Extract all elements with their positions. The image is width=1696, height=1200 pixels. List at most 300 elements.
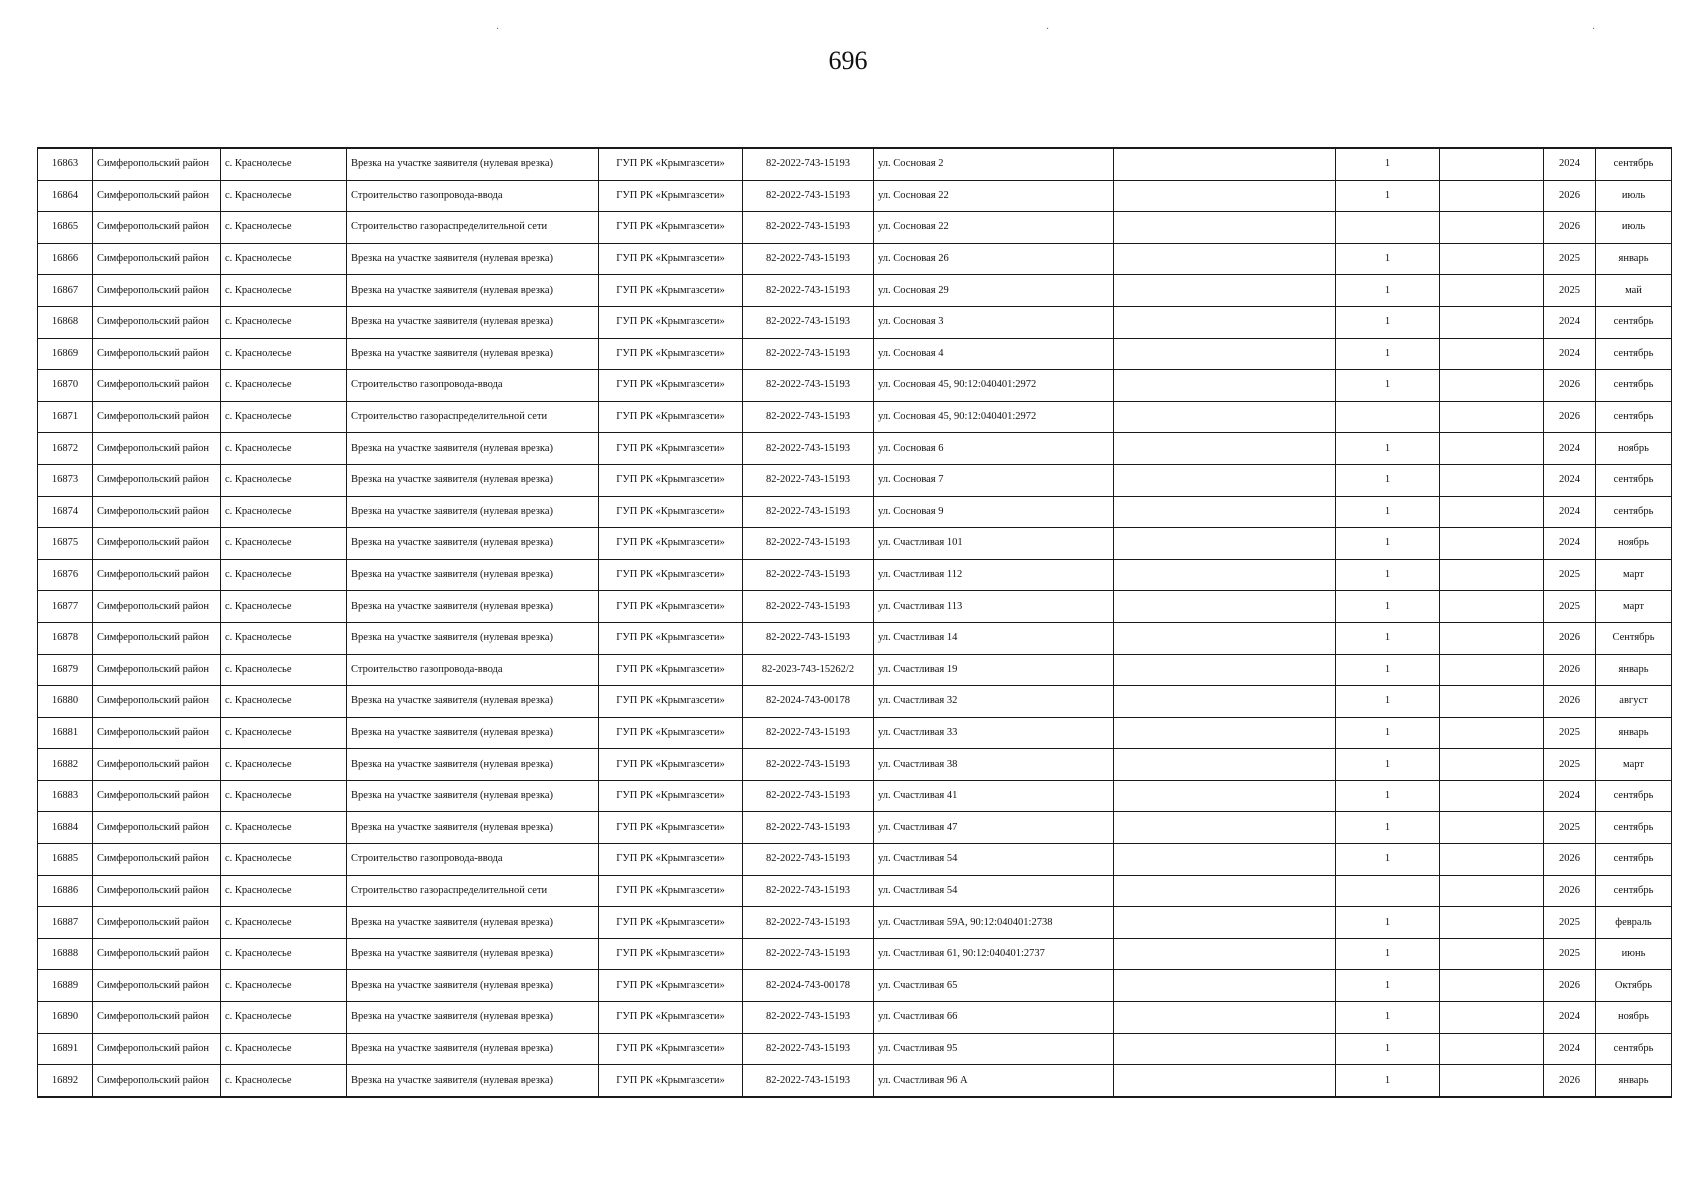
cell-cnt: 1 xyxy=(1336,938,1440,970)
cell-cnt: 1 xyxy=(1336,464,1440,496)
cell-blank1 xyxy=(1114,148,1336,180)
cell-district: Симферопольский район xyxy=(93,433,221,465)
cell-blank2 xyxy=(1440,528,1544,560)
cell-blank1 xyxy=(1114,306,1336,338)
cell-blank2 xyxy=(1440,780,1544,812)
cell-cnt: 1 xyxy=(1336,844,1440,876)
cell-year: 2026 xyxy=(1544,686,1596,718)
cell-cnt xyxy=(1336,875,1440,907)
cell-month: январь xyxy=(1596,243,1672,275)
cell-num: 16879 xyxy=(38,654,93,686)
cell-org: ГУП РК «Крымгазсети» xyxy=(599,780,743,812)
cell-year: 2026 xyxy=(1544,180,1596,212)
cell-code: 82-2024-743-00178 xyxy=(743,686,874,718)
cell-code: 82-2022-743-15193 xyxy=(743,591,874,623)
cell-code: 82-2022-743-15193 xyxy=(743,528,874,560)
cell-org: ГУП РК «Крымгазсети» xyxy=(599,938,743,970)
cell-month: август xyxy=(1596,686,1672,718)
cell-cnt: 1 xyxy=(1336,1002,1440,1034)
cell-cnt: 1 xyxy=(1336,148,1440,180)
cell-code: 82-2022-743-15193 xyxy=(743,212,874,244)
cell-code: 82-2022-743-15193 xyxy=(743,717,874,749)
cell-num: 16885 xyxy=(38,844,93,876)
cell-num: 16874 xyxy=(38,496,93,528)
cell-org: ГУП РК «Крымгазсети» xyxy=(599,496,743,528)
cell-blank2 xyxy=(1440,1065,1544,1097)
cell-year: 2026 xyxy=(1544,844,1596,876)
table-row xyxy=(38,812,1672,844)
table-row xyxy=(38,338,1672,370)
cell-cnt: 1 xyxy=(1336,370,1440,402)
cell-district: Симферопольский район xyxy=(93,528,221,560)
cell-month: сентябрь xyxy=(1596,780,1672,812)
cell-locality: с. Краснолесье xyxy=(221,464,347,496)
cell-locality: с. Краснолесье xyxy=(221,654,347,686)
cell-blank2 xyxy=(1440,1002,1544,1034)
cell-num: 16866 xyxy=(38,243,93,275)
cell-month: Сентябрь xyxy=(1596,622,1672,654)
cell-blank2 xyxy=(1440,338,1544,370)
cell-month: март xyxy=(1596,591,1672,623)
cell-num: 16869 xyxy=(38,338,93,370)
cell-blank1 xyxy=(1114,907,1336,939)
cell-num: 16876 xyxy=(38,559,93,591)
cell-code: 82-2022-743-15193 xyxy=(743,338,874,370)
cell-cnt: 1 xyxy=(1336,812,1440,844)
cell-num: 16891 xyxy=(38,1033,93,1065)
cell-year: 2026 xyxy=(1544,622,1596,654)
table-row xyxy=(38,1033,1672,1065)
cell-district: Симферопольский район xyxy=(93,1065,221,1097)
cell-locality: с. Краснолесье xyxy=(221,1065,347,1097)
cell-num: 16881 xyxy=(38,717,93,749)
cell-locality: с. Краснолесье xyxy=(221,528,347,560)
cell-org: ГУП РК «Крымгазсети» xyxy=(599,464,743,496)
cell-code: 82-2022-743-15193 xyxy=(743,306,874,338)
cell-district: Симферопольский район xyxy=(93,370,221,402)
cell-work: Врезка на участке заявителя (нулевая врезка) xyxy=(347,622,599,654)
cell-work: Врезка на участке заявителя (нулевая врезка) xyxy=(347,780,599,812)
cell-cnt: 1 xyxy=(1336,622,1440,654)
cell-cnt: 1 xyxy=(1336,1033,1440,1065)
cell-code: 82-2023-743-15262/2 xyxy=(743,654,874,686)
cell-blank2 xyxy=(1440,243,1544,275)
cell-locality: с. Краснолесье xyxy=(221,180,347,212)
cell-code: 82-2022-743-15193 xyxy=(743,1002,874,1034)
cell-num: 16890 xyxy=(38,1002,93,1034)
table-body xyxy=(38,148,1672,1097)
cell-code: 82-2022-743-15193 xyxy=(743,938,874,970)
table-row xyxy=(38,717,1672,749)
cell-locality: с. Краснолесье xyxy=(221,1002,347,1034)
cell-code: 82-2022-743-15193 xyxy=(743,433,874,465)
cell-work: Врезка на участке заявителя (нулевая врезка) xyxy=(347,306,599,338)
cell-blank1 xyxy=(1114,875,1336,907)
cell-month: сентябрь xyxy=(1596,844,1672,876)
cell-locality: с. Краснолесье xyxy=(221,591,347,623)
table-row xyxy=(38,622,1672,654)
cell-cnt: 1 xyxy=(1336,780,1440,812)
cell-year: 2025 xyxy=(1544,717,1596,749)
cell-cnt: 1 xyxy=(1336,717,1440,749)
cell-blank1 xyxy=(1114,275,1336,307)
cell-org: ГУП РК «Крымгазсети» xyxy=(599,338,743,370)
cell-blank1 xyxy=(1114,464,1336,496)
cell-blank1 xyxy=(1114,844,1336,876)
cell-work: Врезка на участке заявителя (нулевая врезка) xyxy=(347,275,599,307)
cell-org: ГУП РК «Крымгазсети» xyxy=(599,1033,743,1065)
table-row xyxy=(38,844,1672,876)
cell-addr: ул. Счастливая 54 xyxy=(874,875,1114,907)
cell-cnt: 1 xyxy=(1336,1065,1440,1097)
cell-cnt: 1 xyxy=(1336,528,1440,560)
cell-blank2 xyxy=(1440,1033,1544,1065)
cell-locality: с. Краснолесье xyxy=(221,148,347,180)
cell-blank2 xyxy=(1440,370,1544,402)
cell-org: ГУП РК «Крымгазсети» xyxy=(599,559,743,591)
cell-code: 82-2022-743-15193 xyxy=(743,243,874,275)
cell-num: 16872 xyxy=(38,433,93,465)
cell-addr: ул. Сосновая 22 xyxy=(874,180,1114,212)
cell-district: Симферопольский район xyxy=(93,559,221,591)
cell-org: ГУП РК «Крымгазсети» xyxy=(599,622,743,654)
cell-org: ГУП РК «Крымгазсети» xyxy=(599,591,743,623)
table-row xyxy=(38,780,1672,812)
cell-work: Врезка на участке заявителя (нулевая врезка) xyxy=(347,528,599,560)
cell-addr: ул. Счастливая 19 xyxy=(874,654,1114,686)
cell-blank1 xyxy=(1114,212,1336,244)
cell-org: ГУП РК «Крымгазсети» xyxy=(599,212,743,244)
cell-year: 2024 xyxy=(1544,306,1596,338)
cell-year: 2025 xyxy=(1544,275,1596,307)
cell-blank2 xyxy=(1440,907,1544,939)
cell-addr: ул. Счастливая 65 xyxy=(874,970,1114,1002)
cell-blank2 xyxy=(1440,306,1544,338)
cell-blank2 xyxy=(1440,654,1544,686)
cell-cnt: 1 xyxy=(1336,306,1440,338)
cell-blank2 xyxy=(1440,970,1544,1002)
cell-blank1 xyxy=(1114,1033,1336,1065)
cell-blank2 xyxy=(1440,686,1544,718)
table-row xyxy=(38,907,1672,939)
cell-code: 82-2022-743-15193 xyxy=(743,370,874,402)
cell-org: ГУП РК «Крымгазсети» xyxy=(599,844,743,876)
cell-district: Симферопольский район xyxy=(93,496,221,528)
cell-district: Симферопольский район xyxy=(93,654,221,686)
cell-org: ГУП РК «Крымгазсети» xyxy=(599,243,743,275)
cell-month: июль xyxy=(1596,212,1672,244)
cell-blank2 xyxy=(1440,622,1544,654)
cell-blank1 xyxy=(1114,1065,1336,1097)
cell-year: 2024 xyxy=(1544,528,1596,560)
table-row xyxy=(38,180,1672,212)
cell-district: Симферопольский район xyxy=(93,1002,221,1034)
cell-locality: с. Краснолесье xyxy=(221,212,347,244)
cell-blank2 xyxy=(1440,180,1544,212)
cell-code: 82-2022-743-15193 xyxy=(743,148,874,180)
cell-district: Симферопольский район xyxy=(93,464,221,496)
table-row xyxy=(38,243,1672,275)
cell-num: 16889 xyxy=(38,970,93,1002)
cell-district: Симферопольский район xyxy=(93,780,221,812)
cell-locality: с. Краснолесье xyxy=(221,622,347,654)
cell-addr: ул. Счастливая 101 xyxy=(874,528,1114,560)
cell-month: февраль xyxy=(1596,907,1672,939)
cell-code: 82-2022-743-15193 xyxy=(743,1065,874,1097)
cell-work: Строительство газопровода-ввода xyxy=(347,844,599,876)
cell-district: Симферопольский район xyxy=(93,1033,221,1065)
cell-work: Врезка на участке заявителя (нулевая врезка) xyxy=(347,148,599,180)
cell-blank1 xyxy=(1114,622,1336,654)
cell-work: Строительство газопровода-ввода xyxy=(347,370,599,402)
cell-month: январь xyxy=(1596,717,1672,749)
cell-work: Строительство газопровода-ввода xyxy=(347,180,599,212)
cell-year: 2026 xyxy=(1544,875,1596,907)
cell-work: Врезка на участке заявителя (нулевая врезка) xyxy=(347,464,599,496)
cell-code: 82-2022-743-15193 xyxy=(743,907,874,939)
cell-blank2 xyxy=(1440,464,1544,496)
cell-blank1 xyxy=(1114,938,1336,970)
cell-blank2 xyxy=(1440,844,1544,876)
cell-addr: ул. Счастливая 61, 90:12:040401:2737 xyxy=(874,938,1114,970)
cell-blank2 xyxy=(1440,749,1544,781)
cell-addr: ул. Счастливая 66 xyxy=(874,1002,1114,1034)
cell-blank1 xyxy=(1114,717,1336,749)
cell-month: ноябрь xyxy=(1596,433,1672,465)
table-row xyxy=(38,559,1672,591)
cell-org: ГУП РК «Крымгазсети» xyxy=(599,812,743,844)
cell-district: Симферопольский район xyxy=(93,938,221,970)
cell-org: ГУП РК «Крымгазсети» xyxy=(599,686,743,718)
cell-blank2 xyxy=(1440,148,1544,180)
cell-district: Симферопольский район xyxy=(93,812,221,844)
cell-month: июнь xyxy=(1596,938,1672,970)
cell-district: Симферопольский район xyxy=(93,686,221,718)
cell-addr: ул. Сосновая 3 xyxy=(874,306,1114,338)
cell-year: 2025 xyxy=(1544,907,1596,939)
cell-work: Врезка на участке заявителя (нулевая врезка) xyxy=(347,970,599,1002)
cell-district: Симферопольский район xyxy=(93,212,221,244)
cell-blank1 xyxy=(1114,559,1336,591)
table-row xyxy=(38,370,1672,402)
cell-year: 2026 xyxy=(1544,370,1596,402)
cell-addr: ул. Сосновая 26 xyxy=(874,243,1114,275)
cell-cnt: 1 xyxy=(1336,907,1440,939)
cell-cnt xyxy=(1336,212,1440,244)
cell-addr: ул. Счастливая 54 xyxy=(874,844,1114,876)
cell-district: Симферопольский район xyxy=(93,243,221,275)
cell-year: 2025 xyxy=(1544,559,1596,591)
cell-blank1 xyxy=(1114,749,1336,781)
page-number: 696 xyxy=(828,46,868,75)
cell-work: Врезка на участке заявителя (нулевая врезка) xyxy=(347,812,599,844)
cell-year: 2026 xyxy=(1544,401,1596,433)
cell-addr: ул. Счастливая 96 А xyxy=(874,1065,1114,1097)
cell-year: 2024 xyxy=(1544,433,1596,465)
cell-blank1 xyxy=(1114,780,1336,812)
cell-addr: ул. Сосновая 6 xyxy=(874,433,1114,465)
cell-org: ГУП РК «Крымгазсети» xyxy=(599,717,743,749)
cell-district: Симферопольский район xyxy=(93,338,221,370)
schedule-table xyxy=(37,147,1672,1098)
cell-month: июль xyxy=(1596,180,1672,212)
cell-num: 16864 xyxy=(38,180,93,212)
table-row xyxy=(38,938,1672,970)
cell-district: Симферопольский район xyxy=(93,970,221,1002)
cell-blank1 xyxy=(1114,970,1336,1002)
cell-addr: ул. Сосновая 7 xyxy=(874,464,1114,496)
cell-blank1 xyxy=(1114,496,1336,528)
cell-work: Врезка на участке заявителя (нулевая врезка) xyxy=(347,1065,599,1097)
cell-num: 16888 xyxy=(38,938,93,970)
cell-num: 16878 xyxy=(38,622,93,654)
cell-work: Врезка на участке заявителя (нулевая врезка) xyxy=(347,591,599,623)
cell-work: Врезка на участке заявителя (нулевая врезка) xyxy=(347,433,599,465)
table-row xyxy=(38,464,1672,496)
cell-work: Строительство газопровода-ввода xyxy=(347,654,599,686)
cell-code: 82-2022-743-15193 xyxy=(743,464,874,496)
cell-locality: с. Краснолесье xyxy=(221,938,347,970)
cell-blank1 xyxy=(1114,812,1336,844)
cell-code: 82-2022-743-15193 xyxy=(743,496,874,528)
cell-month: март xyxy=(1596,749,1672,781)
cell-year: 2025 xyxy=(1544,243,1596,275)
cell-addr: ул. Сосновая 45, 90:12:040401:2972 xyxy=(874,401,1114,433)
cell-work: Строительство газораспределительной сети xyxy=(347,401,599,433)
cell-blank1 xyxy=(1114,180,1336,212)
cell-blank2 xyxy=(1440,938,1544,970)
cell-district: Симферопольский район xyxy=(93,180,221,212)
cell-org: ГУП РК «Крымгазсети» xyxy=(599,875,743,907)
cell-addr: ул. Сосновая 2 xyxy=(874,148,1114,180)
cell-month: май xyxy=(1596,275,1672,307)
cell-work: Врезка на участке заявителя (нулевая врезка) xyxy=(347,1033,599,1065)
table-row xyxy=(38,148,1672,180)
cell-year: 2026 xyxy=(1544,1065,1596,1097)
table-row xyxy=(38,686,1672,718)
cell-org: ГУП РК «Крымгазсети» xyxy=(599,528,743,560)
cell-year: 2024 xyxy=(1544,780,1596,812)
cell-year: 2025 xyxy=(1544,591,1596,623)
cell-year: 2026 xyxy=(1544,970,1596,1002)
cell-blank1 xyxy=(1114,528,1336,560)
cell-num: 16865 xyxy=(38,212,93,244)
cell-code: 82-2022-743-15193 xyxy=(743,780,874,812)
cell-year: 2024 xyxy=(1544,1002,1596,1034)
cell-year: 2025 xyxy=(1544,812,1596,844)
cell-blank2 xyxy=(1440,812,1544,844)
cell-year: 2024 xyxy=(1544,338,1596,370)
cell-month: сентябрь xyxy=(1596,1033,1672,1065)
cell-work: Врезка на участке заявителя (нулевая врезка) xyxy=(347,907,599,939)
cell-district: Симферопольский район xyxy=(93,749,221,781)
cell-num: 16892 xyxy=(38,1065,93,1097)
cell-cnt xyxy=(1336,401,1440,433)
cell-locality: с. Краснолесье xyxy=(221,401,347,433)
cell-locality: с. Краснолесье xyxy=(221,970,347,1002)
cell-blank1 xyxy=(1114,591,1336,623)
cell-org: ГУП РК «Крымгазсети» xyxy=(599,433,743,465)
cell-work: Строительство газораспределительной сети xyxy=(347,875,599,907)
cell-code: 82-2024-743-00178 xyxy=(743,970,874,1002)
cell-month: Октябрь xyxy=(1596,970,1672,1002)
table-row xyxy=(38,275,1672,307)
cell-locality: с. Краснолесье xyxy=(221,338,347,370)
table-row xyxy=(38,970,1672,1002)
cell-num: 16887 xyxy=(38,907,93,939)
cell-cnt: 1 xyxy=(1336,591,1440,623)
cell-district: Симферопольский район xyxy=(93,275,221,307)
cell-blank2 xyxy=(1440,212,1544,244)
cell-addr: ул. Сосновая 22 xyxy=(874,212,1114,244)
cell-locality: с. Краснолесье xyxy=(221,243,347,275)
scan-speck: · xyxy=(1046,24,1050,35)
cell-num: 16873 xyxy=(38,464,93,496)
cell-code: 82-2022-743-15193 xyxy=(743,1033,874,1065)
cell-addr: ул. Сосновая 9 xyxy=(874,496,1114,528)
cell-district: Симферопольский район xyxy=(93,907,221,939)
cell-num: 16863 xyxy=(38,148,93,180)
table-row xyxy=(38,433,1672,465)
cell-month: сентябрь xyxy=(1596,148,1672,180)
cell-blank2 xyxy=(1440,559,1544,591)
cell-locality: с. Краснолесье xyxy=(221,306,347,338)
cell-blank1 xyxy=(1114,433,1336,465)
cell-month: сентябрь xyxy=(1596,496,1672,528)
cell-locality: с. Краснолесье xyxy=(221,686,347,718)
cell-addr: ул. Счастливая 33 xyxy=(874,717,1114,749)
cell-year: 2026 xyxy=(1544,212,1596,244)
cell-blank2 xyxy=(1440,433,1544,465)
cell-work: Врезка на участке заявителя (нулевая врезка) xyxy=(347,496,599,528)
cell-work: Строительство газораспределительной сети xyxy=(347,212,599,244)
cell-month: ноябрь xyxy=(1596,1002,1672,1034)
cell-work: Врезка на участке заявителя (нулевая врезка) xyxy=(347,686,599,718)
cell-code: 82-2022-743-15193 xyxy=(743,180,874,212)
cell-blank2 xyxy=(1440,591,1544,623)
cell-locality: с. Краснолесье xyxy=(221,717,347,749)
table-row xyxy=(38,1002,1672,1034)
cell-code: 82-2022-743-15193 xyxy=(743,749,874,781)
cell-num: 16870 xyxy=(38,370,93,402)
cell-addr: ул. Сосновая 4 xyxy=(874,338,1114,370)
cell-org: ГУП РК «Крымгазсети» xyxy=(599,401,743,433)
cell-blank2 xyxy=(1440,275,1544,307)
cell-locality: с. Краснолесье xyxy=(221,780,347,812)
table-row xyxy=(38,1065,1672,1097)
cell-num: 16877 xyxy=(38,591,93,623)
cell-work: Врезка на участке заявителя (нулевая врезка) xyxy=(347,1002,599,1034)
cell-org: ГУП РК «Крымгазсети» xyxy=(599,306,743,338)
table-row xyxy=(38,528,1672,560)
cell-month: сентябрь xyxy=(1596,401,1672,433)
cell-org: ГУП РК «Крымгазсети» xyxy=(599,749,743,781)
cell-cnt: 1 xyxy=(1336,338,1440,370)
cell-blank2 xyxy=(1440,717,1544,749)
cell-locality: с. Краснолесье xyxy=(221,433,347,465)
table-row xyxy=(38,749,1672,781)
cell-cnt: 1 xyxy=(1336,749,1440,781)
cell-work: Врезка на участке заявителя (нулевая врезка) xyxy=(347,338,599,370)
cell-addr: ул. Счастливая 95 xyxy=(874,1033,1114,1065)
cell-addr: ул. Счастливая 32 xyxy=(874,686,1114,718)
cell-code: 82-2022-743-15193 xyxy=(743,622,874,654)
cell-year: 2026 xyxy=(1544,654,1596,686)
cell-num: 16883 xyxy=(38,780,93,812)
table-row xyxy=(38,591,1672,623)
cell-org: ГУП РК «Крымгазсети» xyxy=(599,907,743,939)
table-row xyxy=(38,654,1672,686)
